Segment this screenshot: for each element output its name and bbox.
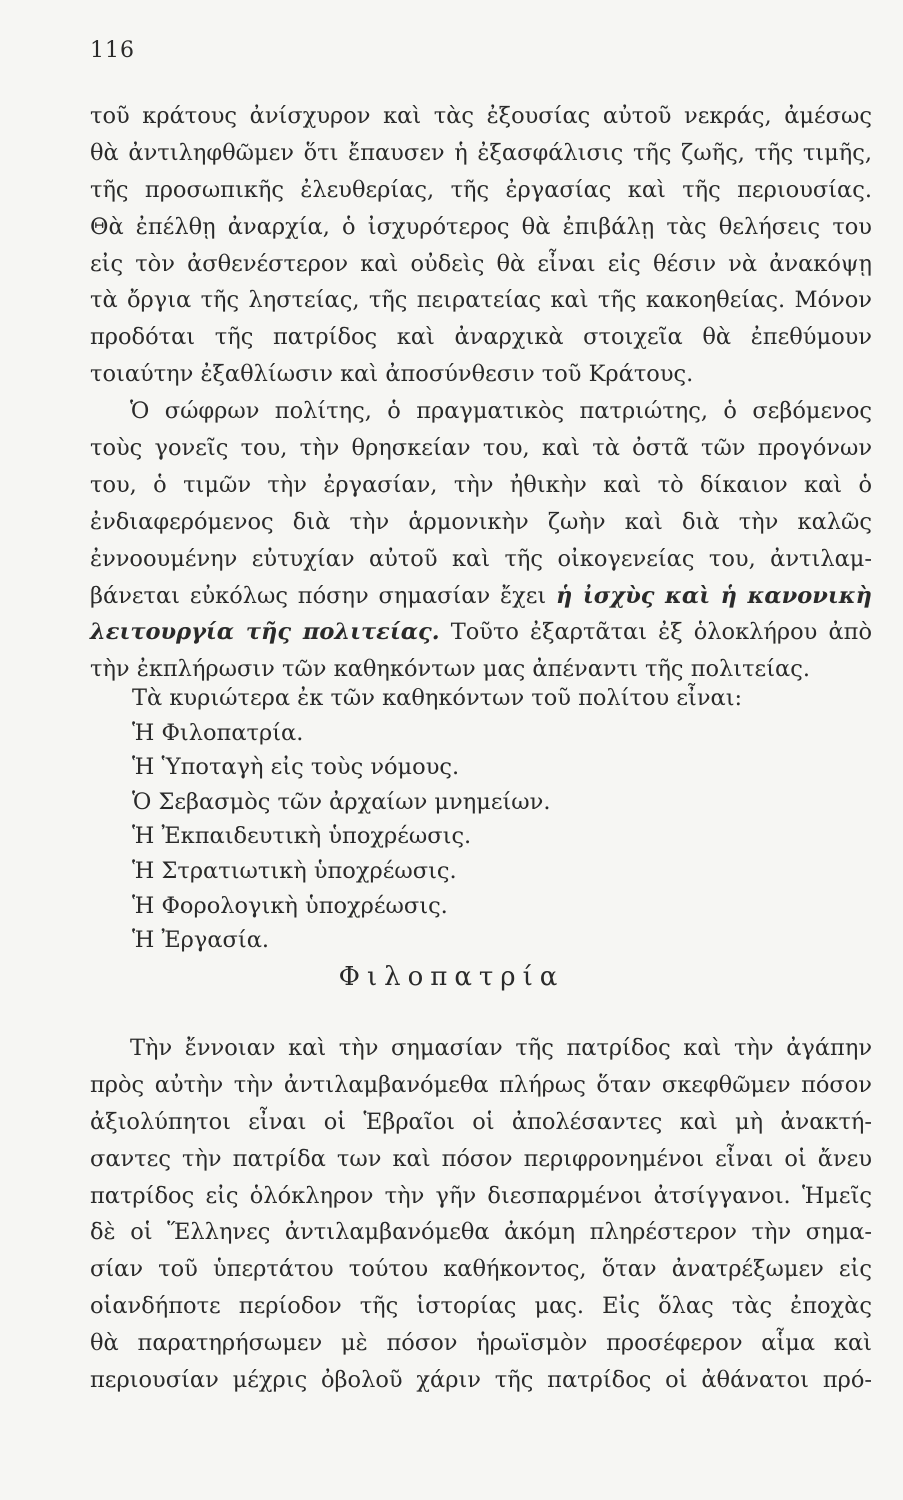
text-line: πρὸς αὐτὴν τὴν ἀντιλαμβανόμεθα πλήρως ὅταν σκεφθῶμεν πόσον: [90, 1071, 872, 1098]
text-segment: Τοῦτο ἐξαρτᾶται ἐξ ὁλοκλήρου ἀπὸ: [439, 619, 872, 646]
text-segment: βάνεται εὐκόλως πόσην σημασίαν ἔχει: [90, 582, 557, 609]
emphasized-phrase: λειτουργία τῆς πολιτείας.: [90, 619, 440, 646]
text-line: οἱανδήποτε περίοδον τῆς ἱστορίας μας. Εἰς ὅλας τὰς ἐποχὰς: [90, 1293, 872, 1320]
text-line: τοιαύτην ἐξαθλίωσιν καὶ ἀποσύνθεσιν τοῦ Κράτους.: [90, 361, 694, 388]
page-number: 116: [90, 38, 135, 63]
list-item: Ὁ Σεβασμὸς τῶν ἀρχαίων μνημείων.: [132, 788, 551, 815]
duties-list: [132, 681, 743, 958]
text-line: πατρίδος εἰς ὁλόκληρον τὴν γῆν διεσπαρμένοι ἀτσίγγανοι. Ἡμεῖς: [90, 1182, 872, 1209]
body-text-top: [90, 98, 872, 688]
text-line: ἐνδιαφερόμενος διὰ τὴν ἁρμονικὴν ζωὴν καὶ διὰ τὴν καλῶς: [90, 508, 872, 535]
text-line: σίαν τοῦ ὑπερτάτου τούτου καθήκοντος, ὅταν ἀνατρέξωμεν εἰς: [90, 1256, 872, 1283]
text-line: ἐννοουμένην εὐτυχίαν αὐτοῦ καὶ τῆς οἰκογενείας του, ἀντιλαμ-: [90, 545, 872, 572]
text-line: τοὺς γονεῖς του, τὴν θρησκείαν του, καὶ τὰ ὀστᾶ τῶν προγόνων: [90, 435, 872, 462]
duties-intro: Τὰ κυριώτερα ἐκ τῶν καθηκόντων τοῦ πολίτου εἶναι:: [132, 685, 743, 711]
list-item: Ἡ Ἐκπαιδευτικὴ ὑποχρέωσις.: [132, 823, 472, 850]
text-line: περιουσίαν μέχρις ὀβολοῦ χάριν τῆς πατρίδος οἱ ἀθάνατοι πρό-: [90, 1367, 872, 1394]
body-text-bottom: [90, 1030, 872, 1399]
text-line: τῆς προσωπικῆς ἐλευθερίας, τῆς ἐργασίας καὶ τῆς περιουσίας.: [90, 176, 872, 203]
text-line: Θὰ ἐπέλθῃ ἀναρχία, ὁ ἰσχυρότερος θὰ ἐπιβάλῃ τὰς θελήσεις του: [90, 213, 872, 240]
text-line: τὰ ὄργια τῆς ληστείας, τῆς πειρατείας καὶ τῆς κακοηθείας. Μόνον: [90, 287, 872, 314]
list-item: Ἡ Ὑποταγὴ εἰς τοὺς νόμους.: [132, 754, 460, 781]
text-line: σαντες τὴν πατρίδα των καὶ πόσον περιφρονημένοι εἶναι οἱ ἄνευ: [90, 1145, 872, 1172]
text-line: [90, 578, 872, 615]
list-item: Ἡ Φορολογικὴ ὑποχρέωσις.: [132, 892, 448, 919]
text-line: τὴν ἐκπλήρωσιν τῶν καθηκόντων μας ἀπέναντι τῆς πολιτείας.: [90, 656, 810, 683]
list-item: Ἡ Φιλοπατρία.: [132, 719, 304, 746]
text-line: θὰ ἀντιληφθῶμεν ὅτι ἔπαυσεν ἡ ἐξασφάλισις τῆς ζωῆς, τῆς τιμῆς,: [90, 139, 872, 166]
text-line: του, ὁ τιμῶν τὴν ἐργασίαν, τὴν ἠθικὴν καὶ τὸ δίκαιον καὶ ὁ: [90, 471, 872, 498]
text-line: Τὴν ἔννοιαν καὶ τὴν σημασίαν τῆς πατρίδος καὶ τὴν ἀγάπην: [130, 1035, 872, 1061]
text-line: τοῦ κράτους ἀνίσχυρον καὶ τὰς ἐξουσίας αὐτοῦ νεκράς, ἀμέσως: [90, 103, 872, 129]
emphasized-phrase: ἡ ἰσχὺς καὶ ἡ κανονικὴ: [556, 582, 872, 609]
section-heading: Φιλοπατρία: [338, 962, 565, 992]
list-item: Ἡ Στρατιωτικὴ ὑποχρέωσις.: [132, 857, 457, 884]
text-line: εἰς τὸν ἀσθενέστερον καὶ οὐδεὶς θὰ εἶναι εἰς θέσιν νὰ ἀνακόψῃ: [90, 250, 872, 277]
text-line: [90, 614, 872, 651]
text-line: ἀξιολύπητοι εἶναι οἱ Ἑβραῖοι οἱ ἀπολέσαντες καὶ μὴ ἀνακτή-: [90, 1108, 872, 1135]
text-line: δὲ οἱ Ἕλληνες ἀντιλαμβανόμεθα ἀκόμη πληρέστερον τὴν σημα-: [90, 1219, 872, 1246]
text-line: Ὁ σώφρων πολίτης, ὁ πραγματικὸς πατριώτης, ὁ σεβόμενος: [130, 398, 872, 425]
text-line: προδόται τῆς πατρίδος καὶ ἀναρχικὰ στοιχεῖα θὰ ἐπεθύμουν: [90, 324, 872, 351]
text-line: θὰ παρατηρήσωμεν μὲ πόσον ἡρωϊσμὸν προσέφερον αἷμα καὶ: [90, 1330, 872, 1357]
list-item: Ἡ Ἐργασία.: [132, 927, 270, 954]
